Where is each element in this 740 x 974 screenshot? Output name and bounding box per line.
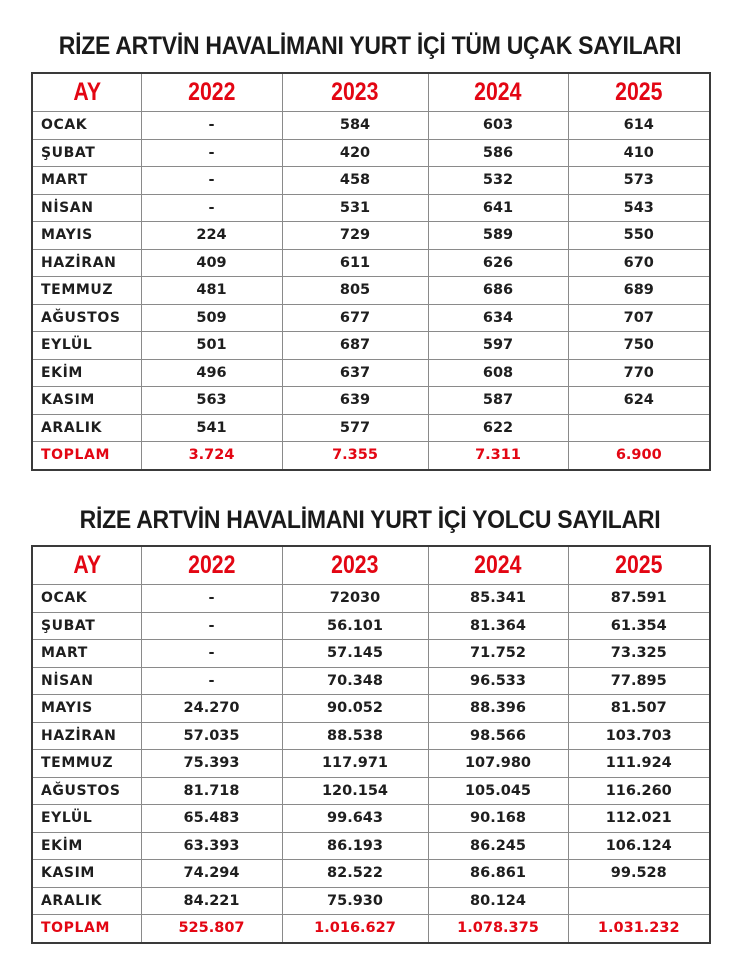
table-row [32,612,710,640]
value-cell: 120.154 [282,777,428,805]
table-row [32,194,710,222]
total-row [32,915,710,943]
value-cell: 622 [428,414,568,442]
total-cell: 1.016.627 [282,915,428,943]
value-cell: 96.533 [428,667,568,695]
month-cell: KASIM [32,387,141,415]
passenger-count-table [31,545,711,944]
value-cell: 112.021 [568,805,710,833]
header-2024: 2024 [428,73,568,112]
value-cell: 420 [282,139,428,167]
month-cell: HAZİRAN [32,249,141,277]
value-cell: 584 [282,112,428,140]
value-cell: 72030 [282,585,428,613]
value-cell: 729 [282,222,428,250]
value-cell: 73.325 [568,640,710,668]
value-cell: 99.643 [282,805,428,833]
value-cell: 532 [428,167,568,195]
month-cell: OCAK [32,112,141,140]
value-cell: 543 [568,194,710,222]
table-row [32,887,710,915]
value-cell: 586 [428,139,568,167]
value-cell: 57.145 [282,640,428,668]
month-cell: AĞUSTOS [32,777,141,805]
value-cell: 70.348 [282,667,428,695]
value-cell: 608 [428,359,568,387]
total-cell: 7.355 [282,442,428,470]
month-cell: EKİM [32,832,141,860]
passenger-table-title: RİZE ARTVİN HAVALİMANI YURT İÇİ YOLCU SAYILARI [79,506,661,534]
value-cell: 77.895 [568,667,710,695]
value-cell: - [141,112,282,140]
value-cell: 770 [568,359,710,387]
total-row [32,442,710,470]
value-cell: 98.566 [428,722,568,750]
month-cell: ARALIK [32,414,141,442]
value-cell: 626 [428,249,568,277]
value-cell: 614 [568,112,710,140]
value-cell: 481 [141,277,282,305]
value-cell: 805 [282,277,428,305]
table-row [32,805,710,833]
value-cell: 61.354 [568,612,710,640]
month-cell: ARALIK [32,887,141,915]
value-cell: 563 [141,387,282,415]
month-cell: ŞUBAT [32,139,141,167]
value-cell: 81.364 [428,612,568,640]
table-row [32,112,710,140]
value-cell: 641 [428,194,568,222]
value-cell: 75.930 [282,887,428,915]
table-row [32,695,710,723]
value-cell: 86.245 [428,832,568,860]
value-cell: 577 [282,414,428,442]
total-cell: 1.078.375 [428,915,568,943]
value-cell: 107.980 [428,750,568,778]
value-cell: 458 [282,167,428,195]
value-cell: 550 [568,222,710,250]
value-cell: - [141,139,282,167]
value-cell: 87.591 [568,585,710,613]
value-cell: 88.538 [282,722,428,750]
month-cell: MART [32,640,141,668]
value-cell: 116.260 [568,777,710,805]
month-cell: MAYIS [32,695,141,723]
header-2022: 2022 [141,546,282,585]
header-2022: 2022 [141,73,282,112]
value-cell: 99.528 [568,860,710,888]
value-cell: 81.718 [141,777,282,805]
header-2025: 2025 [568,73,710,112]
header-month: AY [32,546,141,585]
month-cell: OCAK [32,585,141,613]
value-cell: 90.168 [428,805,568,833]
month-cell: EYLÜL [32,332,141,360]
table-row [32,139,710,167]
table-row [32,750,710,778]
value-cell: 689 [568,277,710,305]
value-cell: 90.052 [282,695,428,723]
month-cell: KASIM [32,860,141,888]
value-cell: - [141,194,282,222]
value-cell: - [141,667,282,695]
value-cell: 82.522 [282,860,428,888]
value-cell: 24.270 [141,695,282,723]
value-cell: 117.971 [282,750,428,778]
header-row [32,546,710,585]
value-cell: - [141,612,282,640]
value-cell: 71.752 [428,640,568,668]
table-row [32,860,710,888]
table-row [32,167,710,195]
value-cell: 410 [568,139,710,167]
value-cell [568,414,710,442]
value-cell: 541 [141,414,282,442]
value-cell: 63.393 [141,832,282,860]
month-cell: EYLÜL [32,805,141,833]
value-cell: 57.035 [141,722,282,750]
table-row [32,832,710,860]
month-cell: TEMMUZ [32,750,141,778]
value-cell: 65.483 [141,805,282,833]
value-cell: 587 [428,387,568,415]
month-cell: TEMMUZ [32,277,141,305]
month-cell: NİSAN [32,194,141,222]
header-2023: 2023 [282,73,428,112]
header-row [32,73,710,112]
month-cell: ŞUBAT [32,612,141,640]
table-row [32,304,710,332]
value-cell: 496 [141,359,282,387]
value-cell: 86.193 [282,832,428,860]
month-cell: MAYIS [32,222,141,250]
value-cell: 750 [568,332,710,360]
table-row [32,777,710,805]
value-cell: 707 [568,304,710,332]
value-cell: 501 [141,332,282,360]
total-cell: 6.900 [568,442,710,470]
value-cell: 103.703 [568,722,710,750]
value-cell: - [141,167,282,195]
value-cell: 80.124 [428,887,568,915]
value-cell: 624 [568,387,710,415]
table-row [32,414,710,442]
total-cell: 7.311 [428,442,568,470]
table-row [32,585,710,613]
total-cell: 3.724 [141,442,282,470]
value-cell: 84.221 [141,887,282,915]
month-cell: HAZİRAN [32,722,141,750]
aircraft-table-title: RİZE ARTVİN HAVALİMANI YURT İÇİ TÜM UÇAK SAYILARI [58,32,682,60]
value-cell: 88.396 [428,695,568,723]
value-cell: 677 [282,304,428,332]
table-row [32,222,710,250]
value-cell: 86.861 [428,860,568,888]
month-cell: AĞUSTOS [32,304,141,332]
table-row [32,640,710,668]
value-cell: 531 [282,194,428,222]
header-2024: 2024 [428,546,568,585]
value-cell: 639 [282,387,428,415]
total-label: TOPLAM [32,442,141,470]
value-cell: 106.124 [568,832,710,860]
total-cell: 1.031.232 [568,915,710,943]
table-row [32,277,710,305]
table-row [32,249,710,277]
value-cell: 75.393 [141,750,282,778]
value-cell: 224 [141,222,282,250]
table-row [32,722,710,750]
table-row [32,387,710,415]
value-cell [568,887,710,915]
value-cell: 634 [428,304,568,332]
value-cell: 56.101 [282,612,428,640]
table-row [32,667,710,695]
value-cell: 573 [568,167,710,195]
value-cell: 687 [282,332,428,360]
value-cell: - [141,585,282,613]
value-cell: 611 [282,249,428,277]
table-row [32,332,710,360]
month-cell: MART [32,167,141,195]
value-cell: 74.294 [141,860,282,888]
value-cell: 509 [141,304,282,332]
table-row [32,359,710,387]
value-cell: 81.507 [568,695,710,723]
total-label: TOPLAM [32,915,141,943]
value-cell: 111.924 [568,750,710,778]
value-cell: 603 [428,112,568,140]
value-cell: 85.341 [428,585,568,613]
value-cell: 686 [428,277,568,305]
value-cell: 409 [141,249,282,277]
month-cell: EKİM [32,359,141,387]
value-cell: 670 [568,249,710,277]
value-cell: 589 [428,222,568,250]
header-2025: 2025 [568,546,710,585]
value-cell: 597 [428,332,568,360]
header-month: AY [32,73,141,112]
value-cell: 105.045 [428,777,568,805]
header-2023: 2023 [282,546,428,585]
month-cell: NİSAN [32,667,141,695]
value-cell: 637 [282,359,428,387]
value-cell: - [141,640,282,668]
total-cell: 525.807 [141,915,282,943]
aircraft-count-table [31,72,711,471]
